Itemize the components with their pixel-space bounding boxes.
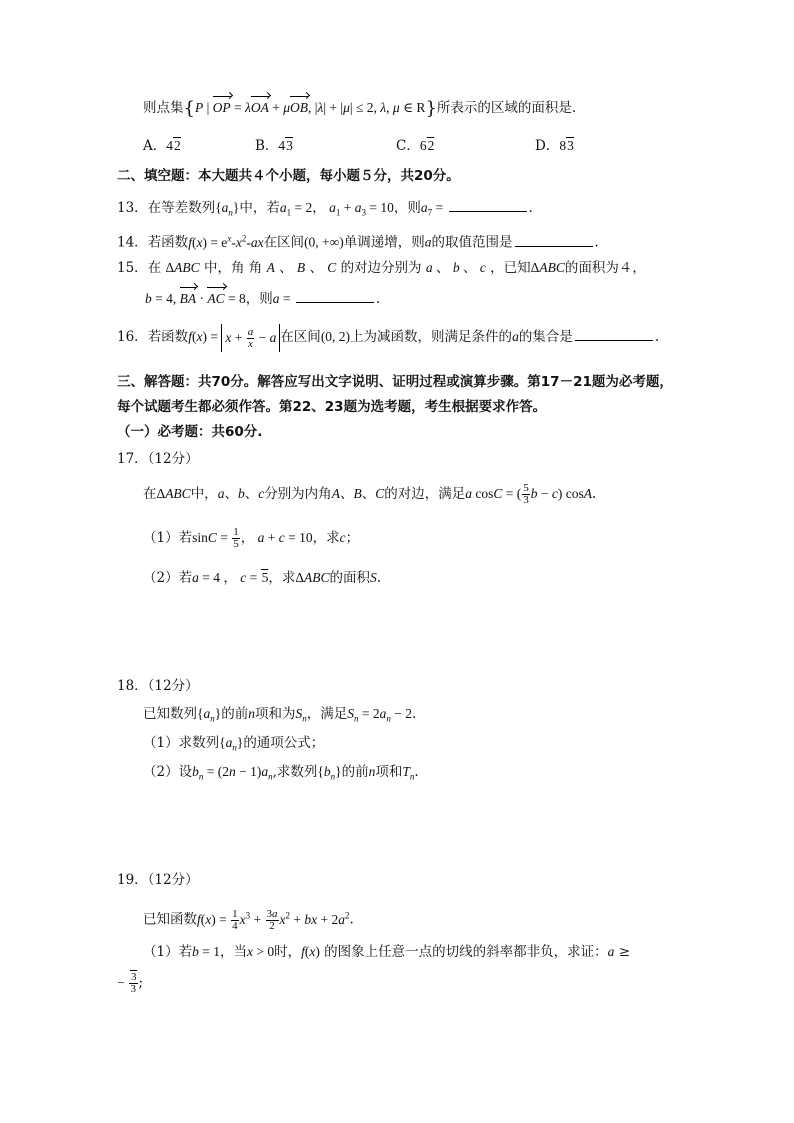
q18-text1: 已知数列 [143, 706, 197, 722]
q17-stem: 在ΔABC中，a、b、c分别为内角A、B、C的对边，满足a cosC = ( $\frac{5}{3}$ b − c) cosA. [143, 482, 597, 507]
question-15-line2: b = 4, BA · AC = 8，则a = . [145, 288, 380, 309]
question-14: 14．若函数$f(x) = e^x-x^2-ax$在区间(0, +∞)单调递增，则a的取值范围是 . [117, 233, 599, 251]
q19-text1: 已知函数 [143, 911, 197, 928]
q15-text4: ，已知 [490, 260, 531, 276]
q15-text6: ，则 [245, 291, 273, 307]
q17-p1-text1: （1）若 [143, 530, 193, 546]
q18-p2-text4: 项和 [375, 764, 403, 780]
q17-p1-text3: ； [345, 530, 360, 546]
q12-stem: 则点集{P | OP = λOA + μOB, |λ| + |μ| ≤ 2, λ, μ ∈ R}所表示的区域的面积是. [143, 98, 577, 119]
section-2-heading: 二、填空题：本大题共４个小题，每小题５分，共20分。 [117, 168, 460, 184]
q19-stem: 已知函数f(x) = $\frac{1}{4}$ $x^3$ + $\frac{3a}{2}$ $x^2$ + bx + $2a^2$. [143, 907, 354, 932]
q15-text5: 的面积为４， [564, 260, 646, 276]
q19-p1-text3: 时， [274, 944, 302, 960]
q16-answer-blank[interactable] [575, 326, 653, 341]
section-3-subheading: （一）必考题：共60分. [117, 424, 263, 440]
q19-part1-line1: （1）若b = 1，当x > 0时，f(x) 的图象上任意一点的切线的斜率都非负，求证：a ≥ [143, 944, 631, 960]
q17-text2: 中， [190, 486, 218, 502]
q12-option-b: B．43 [255, 138, 293, 154]
q18-part2: （2）设$b_n = (2n - 1)a_n$,求数列$\{b_n\}$的前n项和$T_n$. [143, 764, 419, 782]
q15-text1: 在 [147, 260, 162, 276]
q17-part1: （1）若sinC = $\frac{1}{5}$ ， a + c = 10，求c； [143, 526, 360, 551]
q17-p1-text2: ，求 [312, 530, 340, 546]
q17-p2-text3: 的面积 [329, 570, 371, 586]
option-a-label: A． [143, 138, 167, 154]
q19-p1-geq: ≥ [618, 944, 631, 960]
q15-answer-blank[interactable] [296, 288, 374, 303]
q14-number: 14． [117, 234, 148, 251]
option-d-label: D． [535, 138, 560, 154]
q13-text2: 中，若 [239, 200, 280, 216]
q13-text1: 在等差数列 [147, 200, 216, 216]
question-16: 16．若函数f(x) = x + $\frac{a}{x}$ − a 在区间(0, 2)上为减函数，则满足条件的a的集合是 . [117, 322, 659, 352]
q17-part2: （2）若a = 4 ， c = 5，求ΔABC的面积S. [143, 570, 382, 586]
q18-text3: 项和为 [254, 706, 296, 722]
q17-text1: 在 [143, 486, 157, 502]
q17-text3: 分别为内角 [264, 486, 332, 502]
q18-heading: 18．（12分） [117, 678, 199, 694]
question-15-line1: 15．在 ΔABC 中，角 角 A 、 B 、 C 的对边分别为 a 、 b 、 c ，已知ΔABC的面积为４， [117, 260, 646, 276]
q17-p2-text1: （2）若 [143, 570, 193, 586]
option-b-label: B． [255, 138, 279, 154]
q16-text3: 上为减函数，则满足条件的 [350, 329, 513, 345]
q18-text2: 的前 [221, 706, 249, 722]
q18-part1: （1）求数列$\{a_n\}$的通项公式； [143, 735, 325, 753]
q17-heading: 17．（12分） [117, 451, 199, 467]
question-13: 13．在等差数列$\{a_n\}$中，若$a_1 = 2$， $a_1 + a_3 = 10$，则$a_7$ = . [117, 197, 533, 223]
q16-text4: 的集合是 [518, 329, 573, 345]
q19-part1-line2: − $\frac{3}{3}$ ; [117, 971, 144, 996]
q16-text1: 若函数 [147, 329, 189, 345]
q17-text4: 的对边，满足 [384, 486, 466, 502]
q16-text2: 在区间 [280, 329, 321, 345]
q13-text3: ，则 [393, 200, 421, 216]
q19-p1-text1: （1）若 [143, 944, 193, 960]
q15-text2: 中，角 [203, 260, 245, 276]
q18-p2-text3: 的前 [341, 764, 369, 780]
q12-option-c: C．62 [396, 138, 435, 154]
section-3-heading-line1: 三、解答题：共70分。解答应写出文字说明、证明过程或演算步骤。第17－21题为必考题， [117, 374, 673, 390]
q13-answer-blank[interactable] [449, 197, 527, 212]
q18-p2-text1: （2）设 [143, 764, 193, 780]
q14-text1: 若函数 [147, 234, 189, 251]
q18-text4: ，满足 [306, 706, 348, 722]
q19-p1-text2: ，当 [219, 944, 247, 960]
q15-text3: 的对边分别为 [340, 260, 422, 276]
q13-number: 13． [117, 200, 148, 216]
q15-number: 15． [117, 260, 148, 276]
q17-p2-text2: ，求 [268, 570, 296, 586]
q12-pre: 则点集 [143, 100, 184, 116]
option-c-label: C． [396, 138, 420, 154]
q16-number: 16． [117, 329, 148, 345]
q19-heading: 19．（12分） [117, 872, 199, 888]
q18-p1-text2: 的通项公式； [243, 735, 325, 751]
section-3-heading-line2: 每个试题考生都必须作答。第22、23题为选考题，考生根据要求作答。 [117, 399, 547, 415]
q14-answer-blank[interactable] [515, 232, 593, 247]
q19-p1-text4: 的图象上任意一点的切线的斜率都非负，求证： [324, 944, 608, 960]
q14-text2: 在区间 [263, 234, 305, 251]
q18-p1-text1: （1）求数列 [143, 735, 220, 751]
q12-post: 所表示的区域的面积是. [436, 100, 577, 116]
q14-text3: 单调递增，则 [343, 234, 425, 251]
q12-option-d: D．83 [535, 138, 574, 154]
q14-text4: 的取值范围是 [431, 234, 513, 251]
q12-option-a: A．42 [143, 138, 181, 154]
q18-stem: 已知数列$\{a_n\}$的前n项和为$S_n$，满足$S_n = 2a_n - 2$. [143, 706, 417, 724]
q18-p2-text2: ,求数列 [272, 764, 318, 780]
q15-angles: 角 A 、 B 、 C [248, 260, 337, 276]
